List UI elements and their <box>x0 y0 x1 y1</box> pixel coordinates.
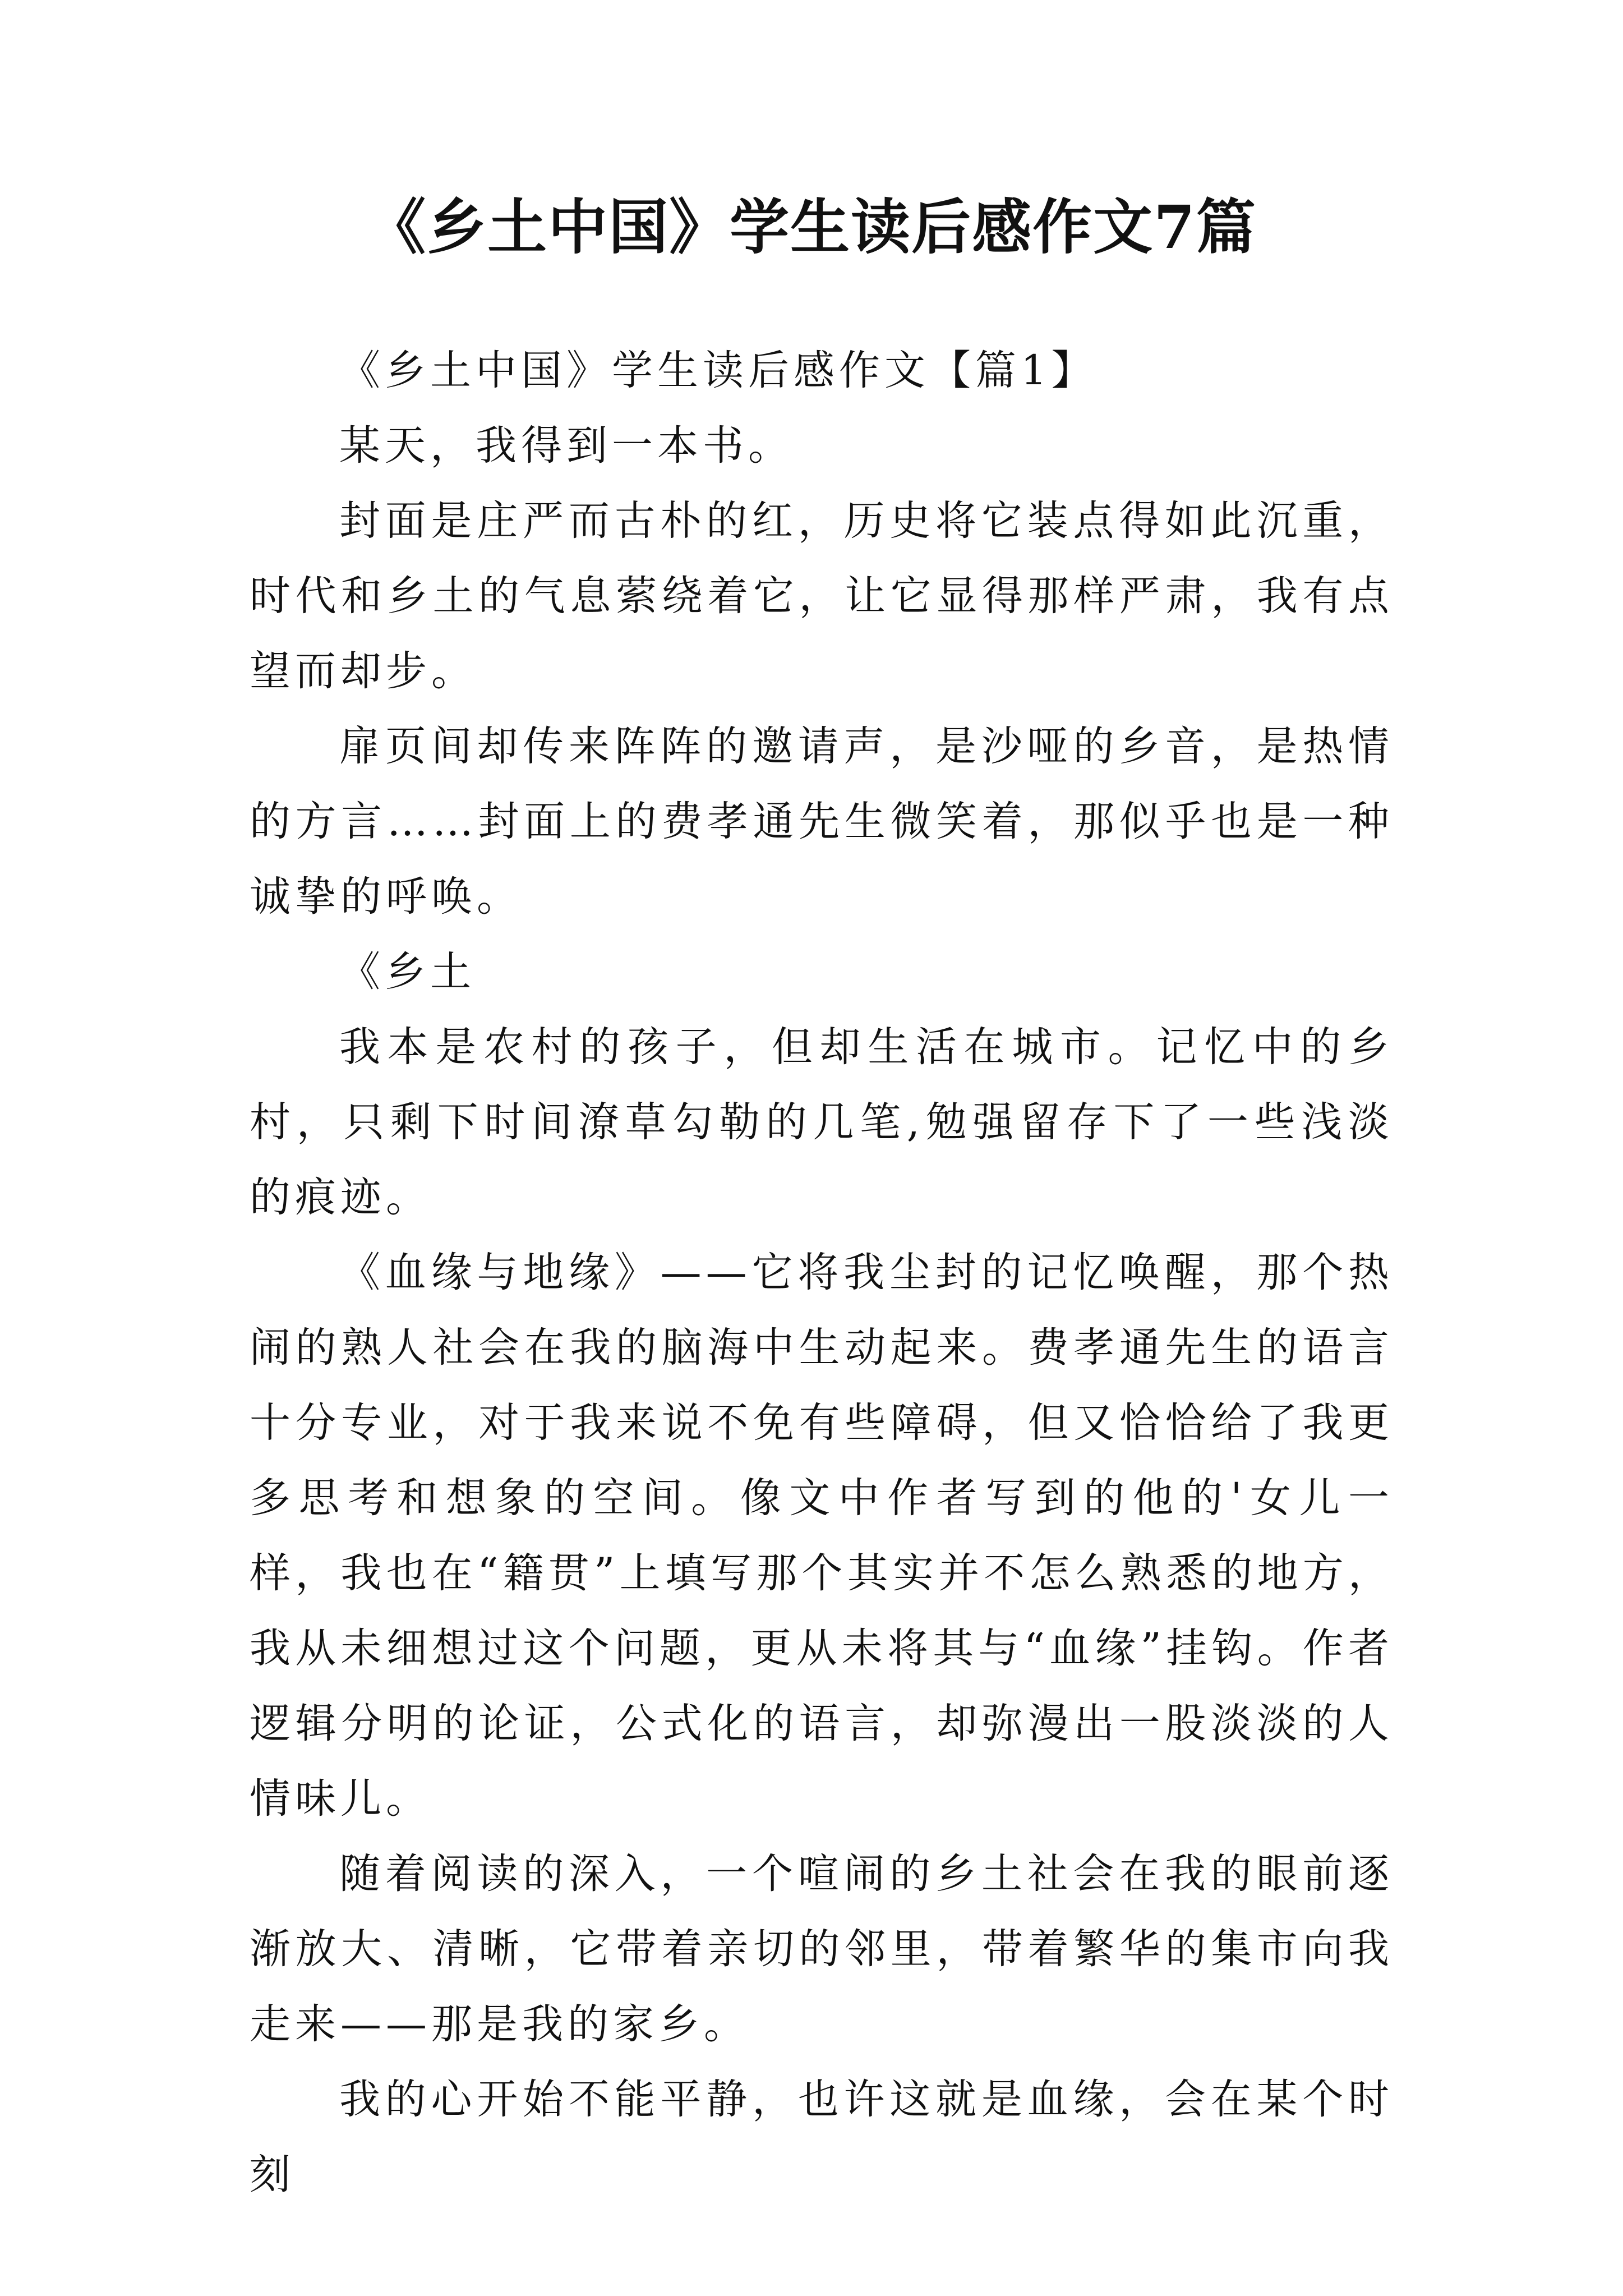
paragraph: 封面是庄严而古朴的红，历史将它装点得如此沉重，时代和乡土的气息萦绕着它，让它显得那样严肃，我有点望而却步。 <box>250 497 1394 695</box>
paragraph: 我本是农村的孩子，但却生活在城市。记忆中的乡村，只剩下时间潦草勾勒的几笔,勉强留存下了一些浅淡的痕迹。 <box>250 1023 1394 1221</box>
paragraph: 《乡土 <box>339 948 476 996</box>
document-title: 《乡土中国》学生读后感作文7篇 <box>366 192 1257 262</box>
paragraph: 《血缘与地缘》——它将我尘封的记忆唤醒，那个热闹的熟人社会在我的脑海中生动起来。费孝通先生的语言十分专业，对于我来说不免有些障碍，但又恰恰给了我更多思考和想象的空间。像文中作者写到的他的'女儿一样，我也在“籍贯”上填写那个其实并不怎么熟悉的地方，我从未细想过这个问题，更从未将其与“血缘”挂钩。作者逻辑分明的论证，公式化的语言，却弥漫出一股淡淡的人情味儿。 <box>250 1249 1394 1823</box>
document-body <box>250 333 1394 2212</box>
paragraph: 某天，我得到一本书。 <box>339 422 794 470</box>
paragraph-section-heading: 《乡土中国》学生读后感作文【篇1】 <box>339 347 1097 394</box>
paragraph: 随着阅读的深入，一个喧闹的乡土社会在我的眼前逐渐放大、清晰，它带着亲切的邻里，带着繁华的集市向我走来——那是我的家乡。 <box>250 1850 1394 2048</box>
paragraph: 扉页间却传来阵阵的邀请声，是沙哑的乡音，是热情的方言……封面上的费孝通先生微笑着，那似乎也是一种诚挚的呼唤。 <box>250 723 1394 921</box>
paragraph: 我的心开始不能平静，也许这就是血缘，会在某个时刻 <box>250 2076 1394 2198</box>
